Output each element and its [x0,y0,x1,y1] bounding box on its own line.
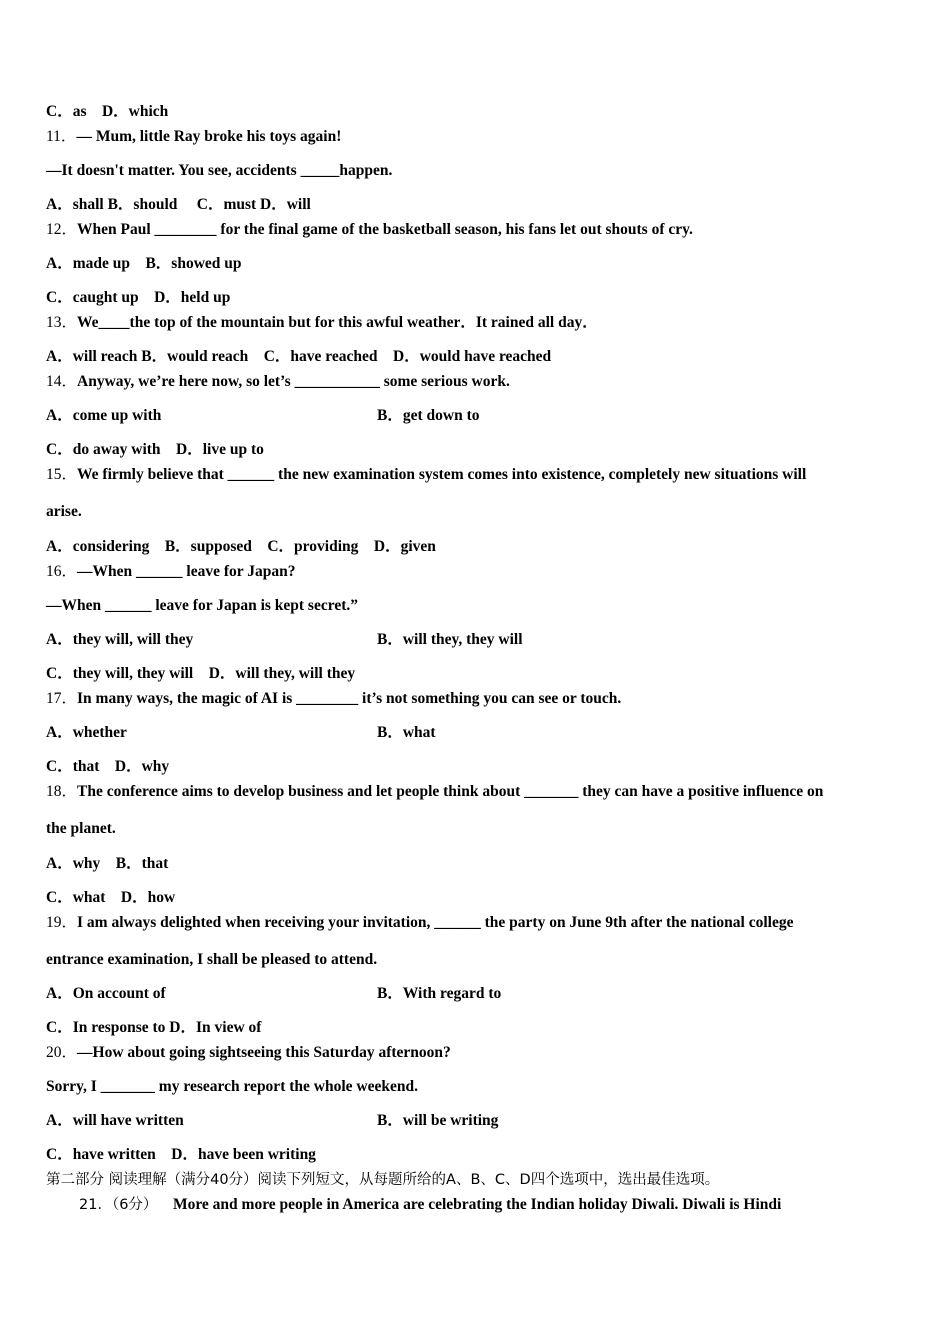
q18-options-ab: A．why B．that [46,855,169,872]
question-text: We____the top of the mountain but for this awful weather．It rained all day． [77,314,598,331]
question-text: —How about going sightseeing this Saturday afternoon? [77,1044,451,1061]
q17-option-a: A．whether [46,724,127,741]
question-number: 18． [46,783,78,800]
question-text: Anyway, we’re here now, so let’s ___________ some serious work. [77,373,510,390]
q20-options-cd: C．have written D．have been writing [46,1146,316,1163]
q19-option-b: B．With regard to [377,985,502,1002]
question-text: More and more people in America are celebrating the Indian holiday Diwali. Diwali is Hindi [172,1196,782,1213]
question-number: 13． [46,314,78,331]
q17-options-cd: C．that D．why [46,758,170,775]
q19-options-cd: C．In response to D．In view of [46,1019,262,1036]
question-text: — Mum, little Ray broke his toys again! [76,128,342,145]
q20-option-a: A．will have written [46,1112,184,1129]
q15-options: A．considering B．supposed C．providing D．given [46,538,436,555]
q12-options-cd: C．caught up D．held up [46,289,231,306]
q16-option-b: B．will they, they will [377,631,523,648]
question-16 [46,563,295,581]
q10-options-cd: C．as D．which [46,103,169,120]
question-number: 12． [46,221,78,238]
q20-option-b: B．will be writing [377,1112,499,1129]
question-18 [46,783,823,801]
question-20 [46,1044,451,1062]
q14-options-cd: C．do away with D．live up to [46,441,264,458]
q14-option-b: B．get down to [377,407,480,424]
q15-continuation: arise. [46,503,82,520]
q16-options-cd: C．they will, they will D．will they, will they [46,665,356,682]
q13-options: A．will reach B．would reach C．have reached D．would have reached [46,348,552,365]
question-12 [46,221,693,239]
question-number: 17． [46,690,78,707]
question-text: In many ways, the magic of AI is ________ it’s not something you can see or touch. [77,690,622,707]
q12-options-ab: A．made up B．showed up [46,255,242,272]
q18-options-cd: C．what D．how [46,889,176,906]
q19-continuation: entrance examination, I shall be pleased to attend. [46,951,378,968]
question-number: 15． [46,466,78,483]
q14-option-a: A．come up with [46,407,162,424]
q19-option-a: A．On account of [46,985,166,1002]
question-number: 14． [46,373,78,390]
section-2-heading: 第二部分 阅读理解（满分40分）阅读下列短文，从每题所给的A、B、C、D四个选项中，选出最佳选项。 [46,1172,720,1188]
question-14 [46,373,510,391]
q11-dialog-line: —It doesn't matter. You see, accidents _____happen. [46,162,393,179]
question-number: 21．（6分） [79,1197,158,1213]
question-text: When Paul ________ for the final game of the basketball season, his fans let out shouts of cry. [77,221,693,238]
question-number: 19． [46,914,78,931]
question-number: 11． [46,128,77,145]
q17-option-b: B．what [377,724,436,741]
q20-dialog-line: Sorry, I _______ my research report the whole weekend. [46,1078,418,1095]
q18-continuation: the planet. [46,820,116,837]
q11-options: A．shall B．should C．must D．will [46,196,311,213]
question-number: 20． [46,1044,78,1061]
q16-option-a: A．they will, will they [46,631,194,648]
question-text: —When ______ leave for Japan? [77,563,296,580]
question-15 [46,466,806,484]
question-text: I am always delighted when receiving your invitation, ______ the party on June 9th after the national college [77,914,794,931]
question-number: 16． [46,563,78,580]
q16-dialog-line: —When ______ leave for Japan is kept secret.” [46,597,358,614]
question-11 [46,128,341,146]
question-13 [46,314,598,332]
question-21 [79,1196,781,1214]
question-17 [46,690,621,708]
question-text: We firmly believe that ______ the new examination system comes into existence, completely new situations will [77,466,807,483]
question-19 [46,914,793,932]
question-text: The conference aims to develop business and let people think about _______ they can have a positive influence on [77,783,824,800]
